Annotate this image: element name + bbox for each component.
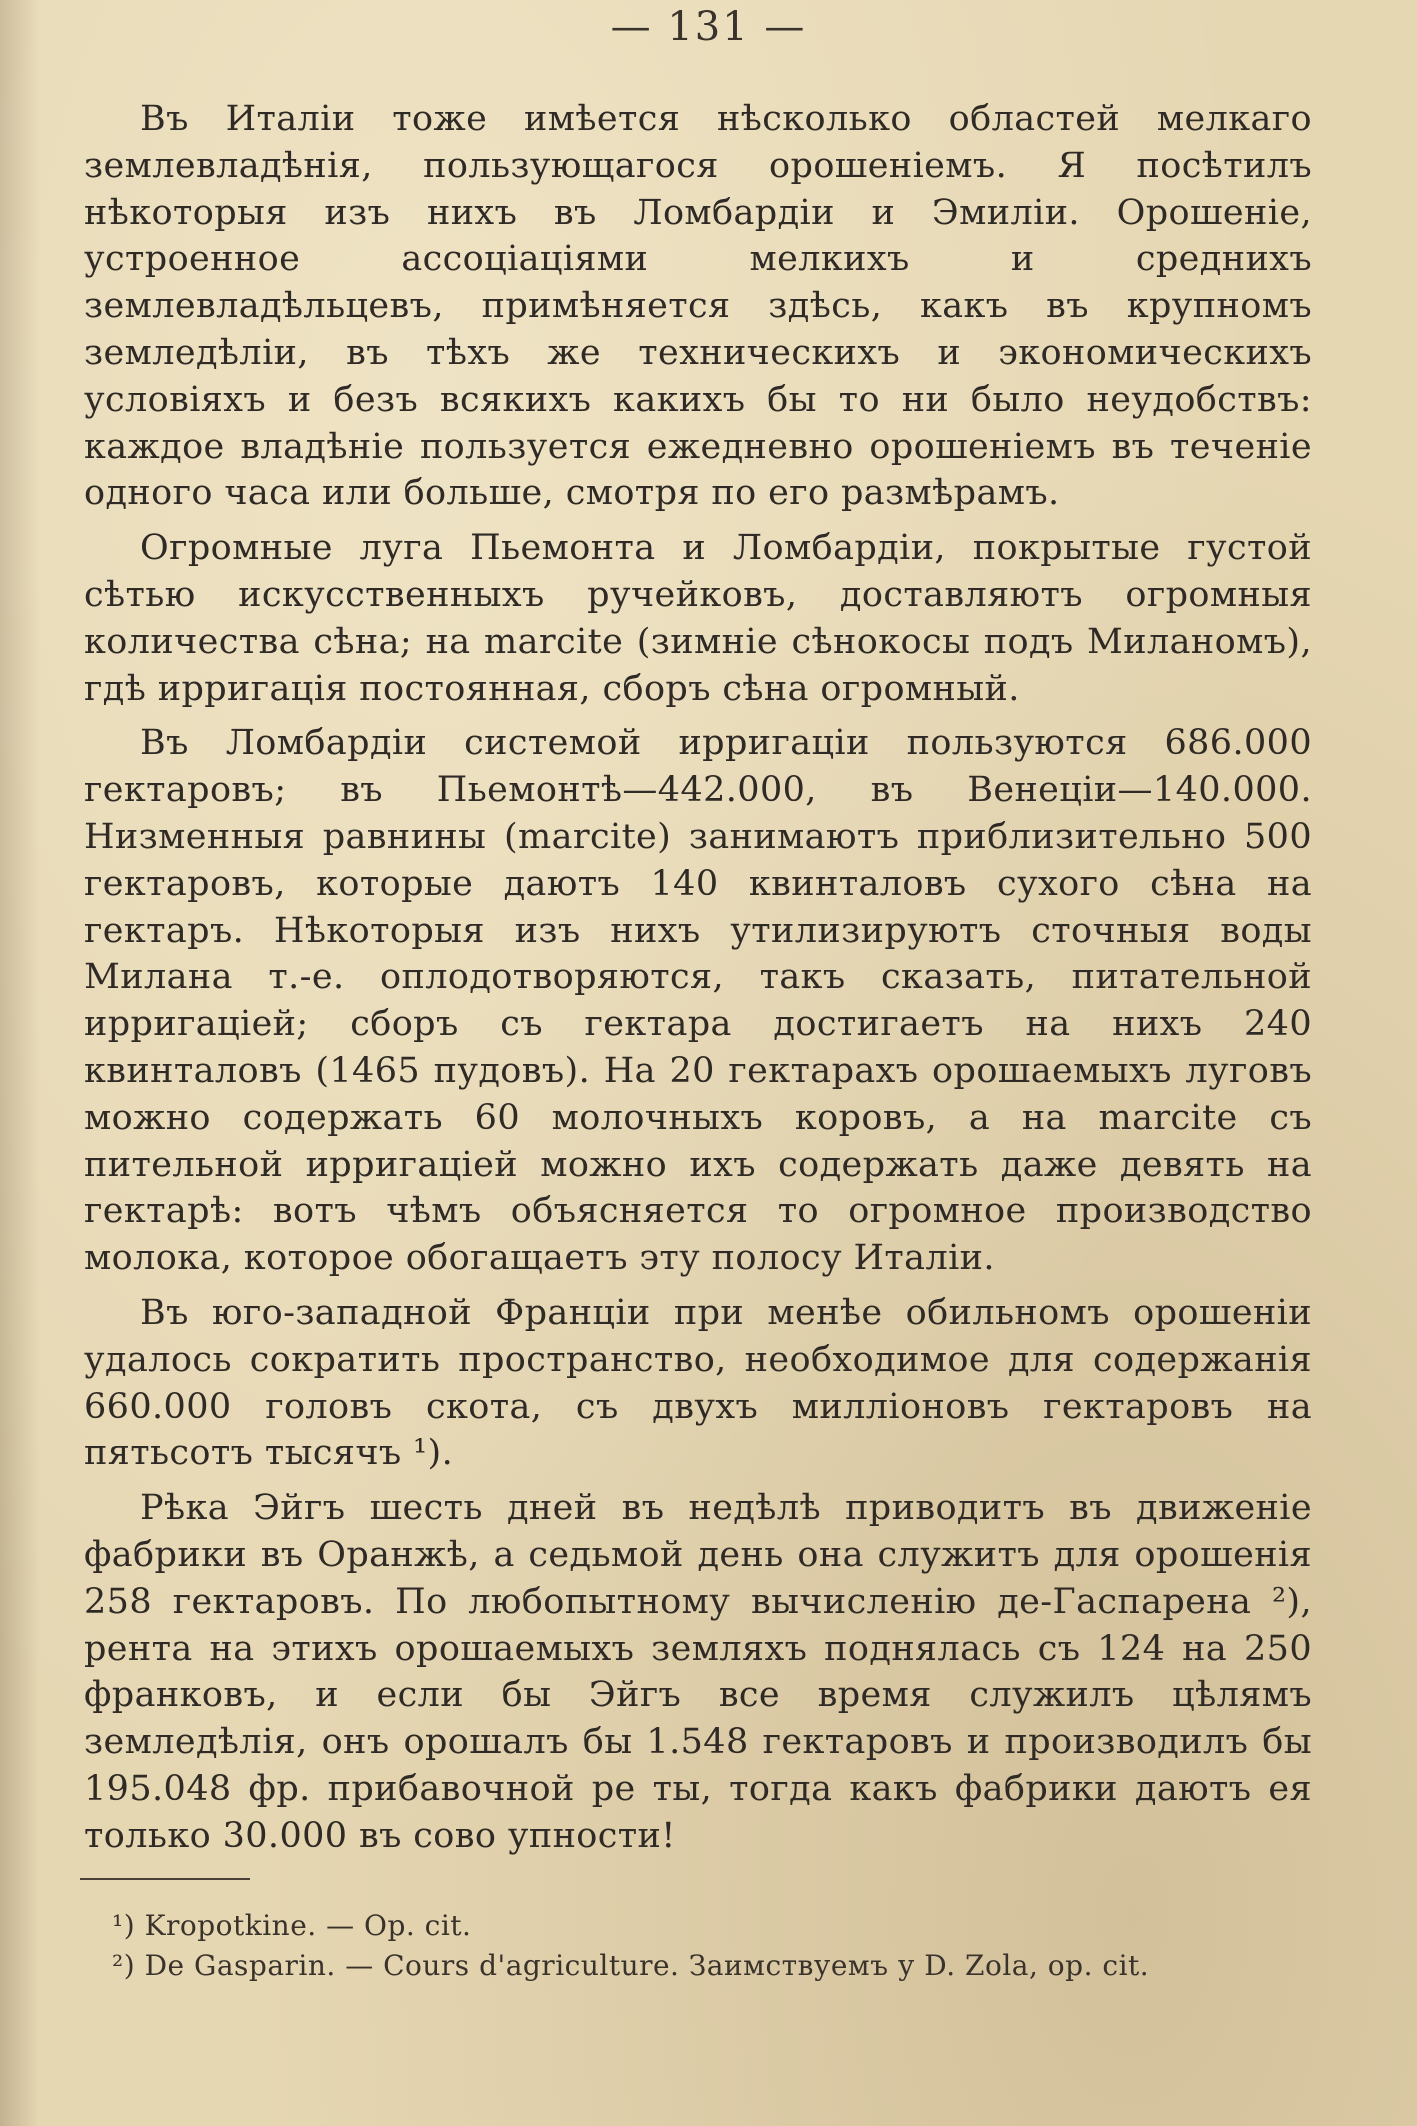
paragraph-2: Огромные луга Пьемонта и Ломбардіи, покрытые густой сѣтью искусственныхъ ручейковъ, доставляютъ огромныя количества сѣна; на marcite (зимніе сѣнокосы подъ Миланомъ), гдѣ ирригація постоянная, сборъ сѣна огромный. bbox=[84, 528, 1312, 709]
footnote-1-mark: ¹) bbox=[112, 1909, 136, 1942]
footnote-2 bbox=[84, 1946, 1312, 1986]
footnote-2-mark: ²) bbox=[112, 1949, 136, 1982]
footnote-divider bbox=[80, 1878, 250, 1880]
footnote-1-text: Kropotkine. — Op. cit. bbox=[144, 1909, 472, 1942]
paragraph-1: Въ Италіи тоже имѣется нѣсколько областей мелкаго землевладѣнія, пользующагося орошеніемъ. Я посѣтилъ нѣкоторыя изъ нихъ въ Ломбардіи и Эмиліи. Орошеніе, устроенное ассоціаціями мелкихъ и среднихъ землевладѣльцевъ, примѣняется здѣсь, какъ въ крупномъ земледѣліи, въ тѣхъ же техническихъ и экономическихъ условіяхъ и безъ всякихъ какихъ бы то ни было неудобствъ: каждое владѣніе пользуется ежедневно орошеніемъ въ теченіе одного часа или больше, смотря по его размѣрамъ. bbox=[84, 99, 1312, 514]
page-number: — 131 — bbox=[610, 4, 807, 50]
paragraph-3: Въ Ломбардіи системой ирригаціи пользуются 686.000 гектаровъ; въ Пьемонтѣ—442.000, въ Венеціи—140.000. Низменныя равнины (marcite) занимаютъ приблизительно 500 гектаровъ, которые даютъ 140 квинталовъ сухого сѣна на гектаръ. Нѣкоторыя изъ нихъ утилизируютъ сточныя воды Милана т.-е. оплодотворяются, такъ сказать, питательной ирригаціей; сборъ съ гектара достигаетъ на нихъ 240 квинталовъ (1465 пудовъ). На 20 гектарахъ орошаемыхъ луговъ можно содержать 60 молочныхъ коровъ, а на marcite съ пительной ирригаціей можно ихъ содержать даже девять на гектарѣ: вотъ чѣмъ объясняется то огромное производство молока, которое обогащаетъ эту полосу Италіи. bbox=[84, 723, 1312, 1279]
paragraph-4: Въ юго-западной Франціи при менѣе обильномъ орошеніи удалось сократить пространство, необходимое для содержанія 660.000 головъ скота, съ двухъ милліоновъ гектаровъ на пятьсотъ тысячъ ¹). bbox=[84, 1292, 1312, 1474]
body-text bbox=[84, 96, 1312, 1867]
footnote-2-text: De Gasparin. — Cours d'agriculture. Заимствуемъ у D. Zola, op. cit. bbox=[144, 1949, 1150, 1982]
footnotes bbox=[84, 1906, 1312, 1986]
paragraph-5: Рѣка Эйгъ шесть дней въ недѣлѣ приводитъ въ движеніе фабрики въ Оранжѣ, а седьмой день она служитъ для орошенія 258 гектаровъ. По любопытному вычисленію де-Гаспарена ²), рента на этихъ орошаемыхъ земляхъ поднялась съ 124 на 250 франковъ, и если бы Эйгъ все время служилъ цѣлямъ земледѣлія, онъ орошалъ бы 1.548 гектаровъ и производилъ бы 195.048 фр. прибавочной ре ты, тогда какъ фабрики даютъ ея только 30.000 въ сово упности! bbox=[84, 1488, 1312, 1856]
footnote-1 bbox=[84, 1906, 1312, 1946]
